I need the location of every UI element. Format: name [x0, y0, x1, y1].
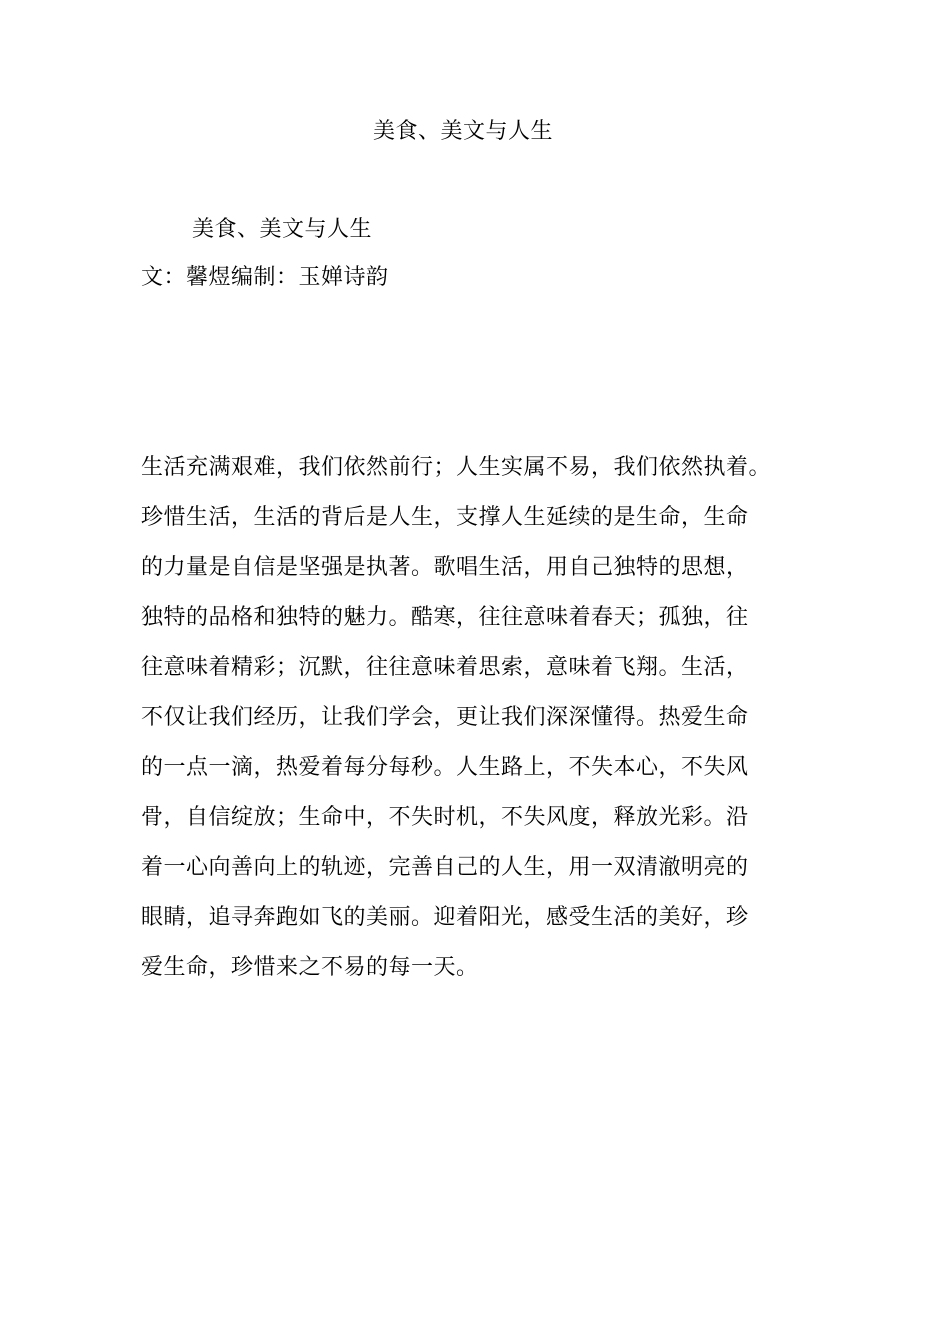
body-line: 珍惜生活，生活的背后是人生，支撑人生延续的是生命，生命: [141, 505, 749, 530]
author-byline: 文：馨煜编制：玉婵诗韵: [141, 265, 389, 290]
body-line: 爱生命，珍惜来之不易的每一天。: [141, 955, 479, 980]
body-line: 眼睛，追寻奔跑如飞的美丽。迎着阳光，感受生活的美好，珍: [141, 905, 749, 930]
body-line: 独特的品格和独特的魅力。酷寒，往往意味着春天；孤独，往: [141, 605, 749, 630]
body-line: 的力量是自信是坚强是执著。歌唱生活，用自己独特的思想，: [141, 555, 749, 580]
body-line: 往意味着精彩；沉默，往往意味着思索，意味着飞翔。生活，: [141, 655, 749, 680]
body-paragraph: [141, 452, 801, 1002]
body-line: 着一心向善向上的轨迹，完善自己的人生，用一双清澈明亮的: [141, 855, 749, 880]
body-line: 不仅让我们经历，让我们学会，更让我们深深懂得。热爱生命: [141, 705, 749, 730]
page-title: 美食、美文与人生: [372, 119, 553, 144]
body-line: 骨，自信绽放；生命中，不失时机，不失风度，释放光彩。沿: [141, 805, 749, 830]
article-subtitle: 美食、美文与人生: [192, 217, 373, 242]
body-line: 生活充满艰难，我们依然前行；人生实属不易，我们依然执着。: [141, 455, 772, 480]
body-line: 的一点一滴，热爱着每分每秒。人生路上，不失本心，不失风: [141, 755, 749, 780]
